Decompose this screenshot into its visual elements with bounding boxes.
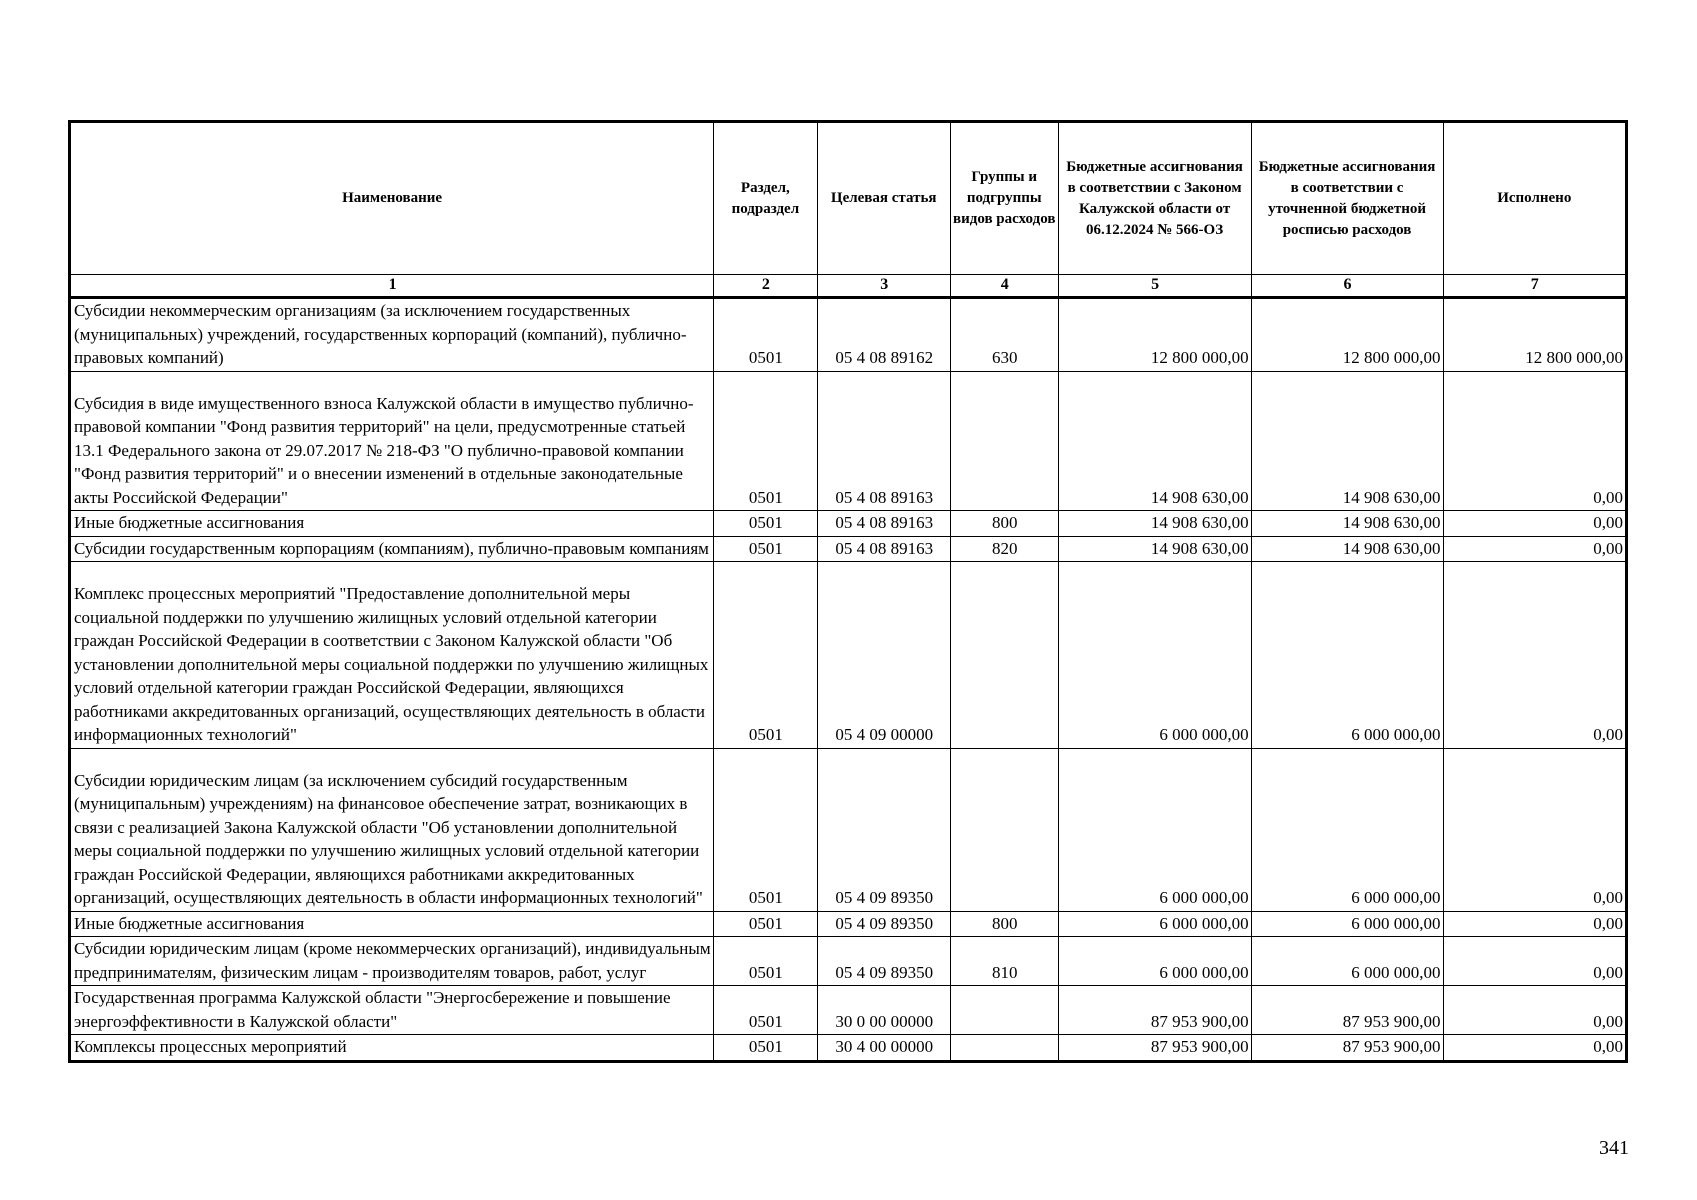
header-refined: Бюджетные ассигнования в соответствии с уточненной бюджетной росписью расходов: [1251, 122, 1443, 275]
row-target: 05 4 08 89163: [817, 511, 950, 537]
row-section: 0501: [714, 1035, 817, 1062]
header-section: Раздел, подраздел: [714, 122, 817, 275]
row-refined: 14 908 630,00: [1251, 511, 1443, 537]
row-executed: 0,00: [1443, 1035, 1626, 1062]
row-target: 05 4 09 00000: [817, 562, 950, 749]
row-section: 0501: [714, 937, 817, 986]
row-executed: 0,00: [1443, 748, 1626, 911]
header-executed: Исполнено: [1443, 122, 1626, 275]
column-number: 3: [817, 275, 950, 298]
row-group: 810: [950, 937, 1058, 986]
table-row: [70, 1035, 1627, 1062]
row-refined: 6 000 000,00: [1251, 748, 1443, 911]
column-number: 7: [1443, 275, 1626, 298]
row-law: 6 000 000,00: [1058, 562, 1251, 749]
row-group: 800: [950, 911, 1058, 937]
row-refined: 6 000 000,00: [1251, 911, 1443, 937]
row-executed: 0,00: [1443, 986, 1626, 1035]
table-row: [70, 536, 1627, 562]
row-name: Государственная программа Калужской области "Энергосбережение и повышение энергоэффективности в Калужской области": [70, 986, 714, 1035]
row-name: Комплекс процессных мероприятий "Предоставление дополнительной меры социальной поддержки по улучшению жилищных условий отдельной категории граждан Российской Федерации в соответствии с Законом Калужской области "Об установлении дополнительной меры социальной поддержки по улучшению жилищных условий отдельной категории граждан Российской Федерации, являющихся работниками аккредитованных организаций, осуществляющих деятельность в области информационных технологий": [70, 562, 714, 749]
page-number: 341: [1599, 1137, 1629, 1159]
row-executed: 0,00: [1443, 937, 1626, 986]
row-name: Субсидии некоммерческим организациям (за исключением государственных (муниципальных) учреждений, государственных корпораций (компаний), публично-правовых компаний): [70, 298, 714, 372]
row-target: 30 0 00 00000: [817, 986, 950, 1035]
table-row: [70, 986, 1627, 1035]
row-group: [950, 986, 1058, 1035]
row-refined: 6 000 000,00: [1251, 562, 1443, 749]
row-section: 0501: [714, 536, 817, 562]
header-name: Наименование: [70, 122, 714, 275]
row-law: 14 908 630,00: [1058, 511, 1251, 537]
row-group: [950, 562, 1058, 749]
column-numbers-row: [70, 275, 1627, 298]
row-name: Субсидия в виде имущественного взноса Калужской области в имущество публично-правовой компании "Фонд развития территорий" на цели, предусмотренные статьей 13.1 Федерального закона от 29.07.2017 № 218-ФЗ "О публично-правовой компании "Фонд развития территорий" и о внесении изменений в отдельные законодательные акты Российской Федерации": [70, 371, 714, 511]
column-number: 6: [1251, 275, 1443, 298]
header-target: Целевая статья: [817, 122, 950, 275]
column-number: 4: [950, 275, 1058, 298]
row-executed: 0,00: [1443, 562, 1626, 749]
row-target: 05 4 09 89350: [817, 748, 950, 911]
row-refined: 12 800 000,00: [1251, 298, 1443, 372]
table-row: [70, 371, 1627, 511]
row-section: 0501: [714, 562, 817, 749]
row-section: 0501: [714, 511, 817, 537]
budget-table: [68, 120, 1628, 1063]
row-group: [950, 1035, 1058, 1062]
row-executed: 0,00: [1443, 371, 1626, 511]
row-target: 05 4 08 89163: [817, 371, 950, 511]
row-target: 30 4 00 00000: [817, 1035, 950, 1062]
row-name: Иные бюджетные ассигнования: [70, 511, 714, 537]
row-law: 6 000 000,00: [1058, 937, 1251, 986]
row-section: 0501: [714, 298, 817, 372]
row-target: 05 4 08 89162: [817, 298, 950, 372]
table-row: [70, 748, 1627, 911]
column-number: 2: [714, 275, 817, 298]
row-executed: 0,00: [1443, 911, 1626, 937]
table-row: [70, 511, 1627, 537]
row-law: 14 908 630,00: [1058, 371, 1251, 511]
table-row: [70, 298, 1627, 372]
column-number: 1: [70, 275, 714, 298]
row-name: Субсидии юридическим лицам (за исключением субсидий государственным (муниципальным) учреждениям) на финансовое обеспечение затрат, возникающих в связи с реализацией Закона Калужской области "Об установлении дополнительной меры социальной поддержки по улучшению жилищных условий отдельной категории граждан Российской Федерации, являющихся работниками аккредитованных организаций, осуществляющих деятельность в области информационных технологий": [70, 748, 714, 911]
table-row: [70, 937, 1627, 986]
row-section: 0501: [714, 986, 817, 1035]
row-target: 05 4 08 89163: [817, 536, 950, 562]
row-law: 87 953 900,00: [1058, 1035, 1251, 1062]
row-executed: 0,00: [1443, 511, 1626, 537]
row-executed: 12 800 000,00: [1443, 298, 1626, 372]
table-row: [70, 562, 1627, 749]
row-law: 12 800 000,00: [1058, 298, 1251, 372]
row-refined: 6 000 000,00: [1251, 937, 1443, 986]
row-law: 6 000 000,00: [1058, 748, 1251, 911]
header-row: [70, 122, 1627, 275]
row-law: 87 953 900,00: [1058, 986, 1251, 1035]
row-target: 05 4 09 89350: [817, 937, 950, 986]
row-law: 14 908 630,00: [1058, 536, 1251, 562]
row-target: 05 4 09 89350: [817, 911, 950, 937]
header-groups: Группы и подгруппы видов расходов: [950, 122, 1058, 275]
budget-table-sheet: [68, 120, 1628, 1063]
row-group: 800: [950, 511, 1058, 537]
row-refined: 87 953 900,00: [1251, 1035, 1443, 1062]
row-law: 6 000 000,00: [1058, 911, 1251, 937]
header-law: Бюджетные ассигнования в соответствии с Законом Калужской области от 06.12.2024 № 566-ОЗ: [1058, 122, 1251, 275]
column-number: 5: [1058, 275, 1251, 298]
row-executed: 0,00: [1443, 536, 1626, 562]
row-name: Субсидии юридическим лицам (кроме некоммерческих организаций), индивидуальным предпринимателям, физическим лицам - производителям товаров, работ, услуг: [70, 937, 714, 986]
row-group: [950, 371, 1058, 511]
row-section: 0501: [714, 911, 817, 937]
table-row: [70, 911, 1627, 937]
row-refined: 87 953 900,00: [1251, 986, 1443, 1035]
row-name: Субсидии государственным корпорациям (компаниям), публично-правовым компаниям: [70, 536, 714, 562]
row-section: 0501: [714, 371, 817, 511]
row-group: 820: [950, 536, 1058, 562]
row-group: 630: [950, 298, 1058, 372]
row-group: [950, 748, 1058, 911]
row-name: Комплексы процессных мероприятий: [70, 1035, 714, 1062]
row-refined: 14 908 630,00: [1251, 371, 1443, 511]
row-refined: 14 908 630,00: [1251, 536, 1443, 562]
row-section: 0501: [714, 748, 817, 911]
row-name: Иные бюджетные ассигнования: [70, 911, 714, 937]
